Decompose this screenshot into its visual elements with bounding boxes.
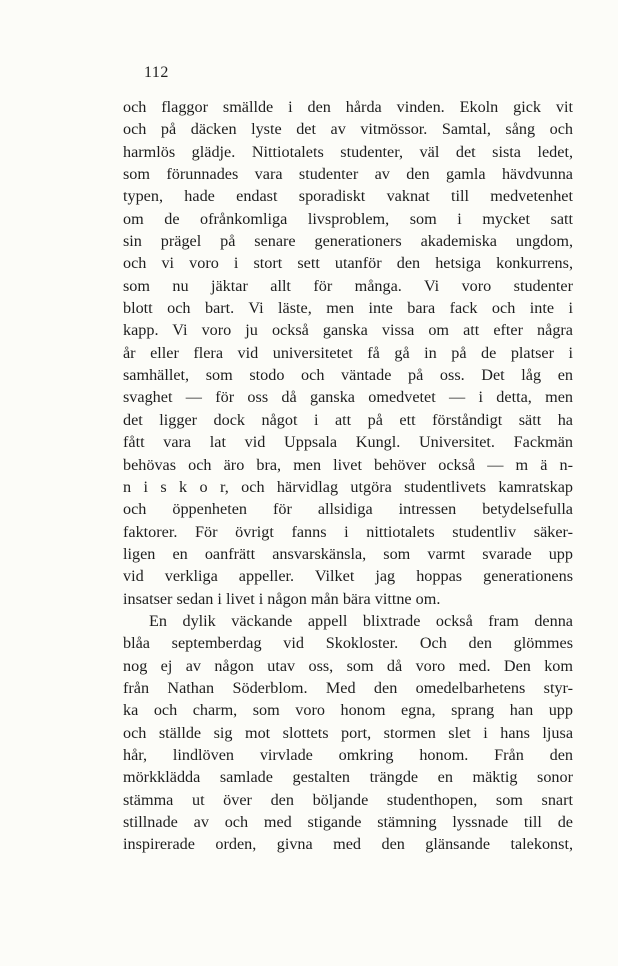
text-line: blott och bart. Vi läste, men inte bara fack och inte i <box>123 299 573 318</box>
text-line: insatser sedan i livet i någon mån bära vittne om. <box>123 589 441 608</box>
text-line: blåa septemberdag vid Skokloster. Och den glömmes <box>123 634 573 653</box>
text-line: En dylik väckande appell blixtrade också fram denna <box>149 611 573 630</box>
text-line: och öppenheten för allsidiga intressen betydelsefulla <box>123 500 573 519</box>
text-line: svaghet — för oss då ganska omedvetet — i detta, men <box>123 388 573 407</box>
text-line: om de ofrånkomliga livsproblem, som i mycket satt <box>123 209 573 228</box>
text-line: som nu jäktar allt för många. Vi voro studenter <box>123 276 573 295</box>
text-line: och flaggor smällde i den hårda vinden. Ekoln gick vit <box>123 98 573 116</box>
text-line: stillnade av och med stigande stämning lyssnade till de <box>123 813 573 831</box>
text-line: år eller flera vid universitetet få gå in på de platser i <box>123 343 573 362</box>
text-line: mörkklädda samlade gestalten trängde en mäktig sonor <box>123 768 573 787</box>
text-line: inspirerade orden, givna med den glänsande talekonst, <box>123 835 573 854</box>
text-line: fått vara lat vid Uppsala Kungl. Universitet. Fackmän <box>123 433 573 452</box>
text-line: n i s k o r, och härvidlag utgöra studentlivets kamratskap <box>123 477 573 496</box>
text-line: ka och charm, som voro honom egna, sprang han upp <box>123 701 573 720</box>
text-line: harmlös glädje. Nittiotalets studenter, väl det sista ledet, <box>123 142 573 161</box>
text-line: och vi voro i stort sett utanför den hetsiga konkurrens, <box>123 254 573 273</box>
text-line: behövas och äro bra, men livet behöver också — m ä n- <box>123 455 573 474</box>
text-line: stämma ut över den böljande studenthopen, som snart <box>123 790 573 809</box>
text-line: samhället, som stodo och väntade på oss. Det låg en <box>123 366 573 385</box>
text-line: det ligger dock något i att på ett förståndigt sätt ha <box>123 410 573 429</box>
text-line: och på däcken lyste det av vitmössor. Samtal, sång och <box>123 120 573 139</box>
text-line: vid verkliga appeller. Vilket jag hoppas generationens <box>123 567 573 586</box>
text-line: sin prägel på senare generationers akademiska ungdom, <box>123 232 573 251</box>
text-line: typen, hade endast sporadiskt vaknat till medvetenhet <box>123 187 573 206</box>
text-line: och ställde sig mot slottets port, stormen slet i hans ljusa <box>123 723 573 742</box>
text-line: hår, lindlöven virvlade omkring honom. Från den <box>123 745 573 764</box>
text-line: kapp. Vi voro ju också ganska vissa om att efter några <box>123 321 573 340</box>
text-line: som förunnades vara studenter av den gamla hävdvunna <box>123 165 573 184</box>
text-line: från Nathan Söderblom. Med den omedelbarhetens styr- <box>123 678 573 697</box>
body-text <box>123 96 573 856</box>
text-line: ligen en oanfrätt ansvarskänsla, som varmt svarade upp <box>123 544 573 563</box>
page-number: 112 <box>144 64 169 81</box>
text-line: nog ej av någon utav oss, som då voro med. Den kom <box>123 656 573 675</box>
text-line: faktorer. För övrigt fanns i nittiotalets studentliv säker- <box>123 522 573 541</box>
